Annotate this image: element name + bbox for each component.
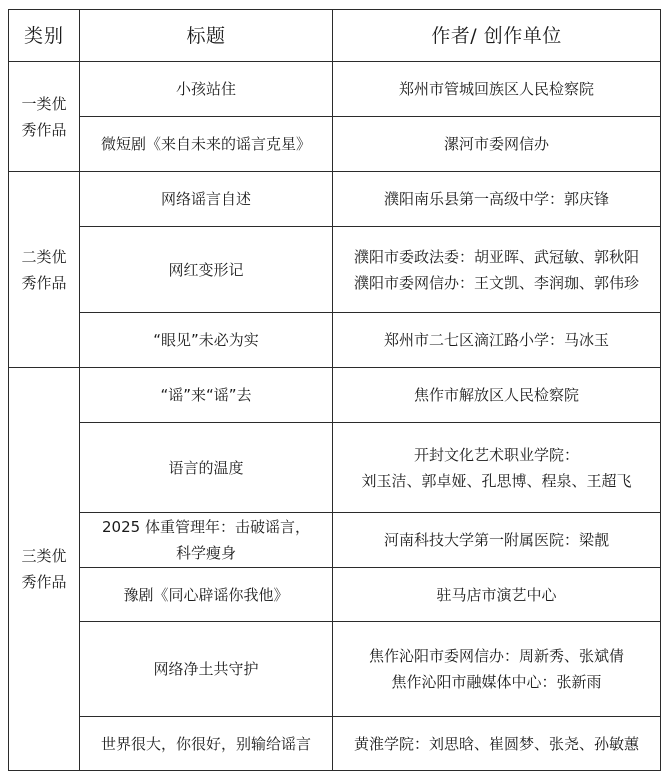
table-row — [9, 368, 661, 423]
category-label: 秀作品 — [21, 573, 67, 591]
table-row — [9, 622, 661, 717]
header-title: 标题 — [80, 10, 333, 62]
title-cell — [80, 568, 333, 622]
table-row — [9, 62, 661, 117]
category-label: 一类优 — [21, 94, 67, 113]
title-cell — [80, 368, 333, 423]
author-text: 濮阳南乐县第一高级中学：郭庆锋 — [383, 190, 609, 208]
table-row — [9, 568, 661, 622]
author-text: 郑州市管城回族区人民检察院 — [398, 80, 594, 98]
author-text: 郑州市二七区滴江路小学：马冰玉 — [383, 331, 609, 349]
author-text: 开封文化艺术职业学院： — [413, 445, 579, 464]
author-cell — [333, 313, 661, 368]
author-cell — [333, 227, 661, 313]
title-cell — [80, 172, 333, 227]
title-cell — [80, 513, 333, 568]
category-label: 秀作品 — [21, 273, 67, 292]
author-cell — [333, 622, 661, 717]
title-cell — [80, 423, 333, 513]
header-category: 类别 — [9, 10, 80, 62]
title-cell — [80, 62, 333, 117]
title-text: 世界很大，你很好，别输给谣言 — [100, 734, 311, 753]
author-cell — [333, 717, 661, 771]
author-cell — [333, 117, 661, 172]
table-row — [9, 313, 661, 368]
title-text: 2025 体重管理年：击破谣言， — [102, 518, 310, 536]
author-text: 漯河市委网信办 — [443, 135, 549, 153]
title-cell — [80, 313, 333, 368]
title-cell — [80, 717, 333, 771]
author-text: 焦作市解放区人民检察院 — [413, 386, 579, 404]
header-author: 作者/ 创作单位 — [333, 10, 661, 62]
table-row — [9, 172, 661, 227]
author-cell — [333, 62, 661, 117]
category-label: 二类优 — [21, 247, 67, 266]
category-cell — [9, 172, 80, 368]
author-text: 河南科技大学第一附属医院：梁靓 — [383, 531, 609, 549]
author-cell — [333, 568, 661, 622]
category-cell — [9, 62, 80, 172]
title-text: 网红变形记 — [168, 260, 244, 279]
title-cell — [80, 117, 333, 172]
category-label: 秀作品 — [21, 120, 67, 139]
author-cell — [333, 368, 661, 423]
author-text: 濮阳市委网信办：王文凯、李润珈、郭伟珍 — [353, 273, 639, 292]
title-cell — [80, 227, 333, 313]
author-cell — [333, 513, 661, 568]
author-text: 焦作沁阳市委网信办：周新秀、张斌倩 — [368, 647, 624, 665]
author-text: 驻马店市演艺中心 — [436, 585, 557, 604]
category-label: 三类优 — [21, 547, 67, 565]
category-cell — [9, 368, 80, 771]
title-text: “眼见”未必为实 — [153, 331, 259, 349]
title-text: 网络净土共守护 — [153, 660, 259, 678]
title-text: 豫剧《同心辟谣你我他》 — [123, 585, 289, 604]
awards-table — [8, 9, 661, 771]
table-row — [9, 717, 661, 771]
title-text: “谣”来“谣”去 — [160, 386, 252, 404]
author-cell — [333, 423, 661, 513]
table-row — [9, 227, 661, 313]
title-text: 科学瘦身 — [175, 544, 236, 562]
author-cell — [333, 172, 661, 227]
author-text: 濮阳市委政法委：胡亚晖、武冠敏、郭秋阳 — [353, 247, 639, 266]
title-text: 语言的温度 — [168, 458, 244, 477]
table-row — [9, 117, 661, 172]
author-text: 刘玉洁、郭卓娅、孔思博、程泉、王超飞 — [361, 471, 632, 490]
title-text: 微短剧《来自未来的谣言克星》 — [100, 135, 311, 153]
table-row — [9, 513, 661, 568]
title-text: 小孩站住 — [175, 80, 236, 98]
title-cell — [80, 622, 333, 717]
author-text: 黄淮学院：刘思晗、崔圆梦、张尧、孙敏蕙 — [353, 734, 639, 753]
author-text: 焦作沁阳市融媒体中心：张新雨 — [391, 673, 602, 691]
header-row — [9, 10, 661, 62]
title-text: 网络谣言自述 — [160, 190, 251, 208]
table-row — [9, 423, 661, 513]
